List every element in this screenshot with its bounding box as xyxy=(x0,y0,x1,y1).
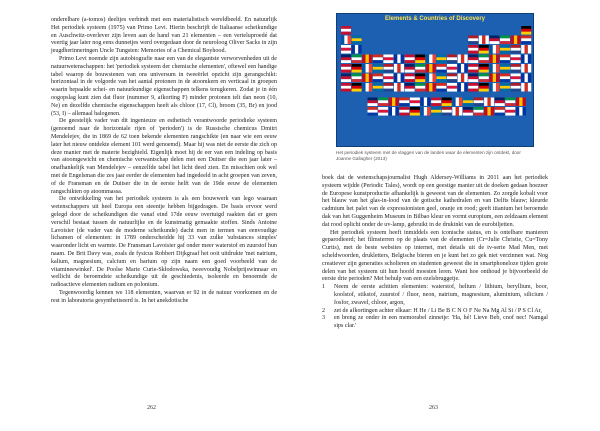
flag-cell xyxy=(479,45,489,54)
flag-cell xyxy=(352,64,362,73)
flag-cell xyxy=(521,64,531,73)
flag-cell xyxy=(426,55,436,64)
flag-cell xyxy=(394,64,404,73)
flag-cell xyxy=(495,98,505,107)
flag-cell xyxy=(489,64,499,73)
flag-cell xyxy=(436,64,446,73)
flag-cell xyxy=(426,64,436,73)
flag-cell xyxy=(362,74,372,83)
paragraph: boek dat de wetenschapsjournalist Hugh Aldersey-Williams in 2011 aan het periodiek systeem wijdde (Periodic Tales), wordt op een geestige manier uit de doeken gedaan hoezeer de Europese kunstproductie afhankelijk is geweest van de elementen. Zo zorgde kobalt voor het blauw van het glas-in-lood van de gotische kathedralen en van Delfts blauw; kleurde cadmium het palet van de expressionisten geel, oranje en rood; geeft titanium het beroemde dak van het Guggenheim Museum in Bilbao kleur en vormt europium, een zeldzaam element dat rood oplicht onder de uv-lamp, gebruikt in de drukinkt van de eurobiljetten. xyxy=(322,175,548,228)
flag-cell xyxy=(410,98,420,107)
flag-cell xyxy=(479,64,489,73)
flag-cell xyxy=(474,107,484,116)
flag-cell xyxy=(474,98,484,107)
flag-cell xyxy=(389,107,399,116)
page-number: 262 xyxy=(147,405,156,411)
paragraph: De geestelijk vader van dit ingenieuze en esthetisch verantwoorde periodieke systeem (genoemd naar de horizontale rijen of 'perioden') is de Russische chemicus Dmitri Mendelejev, die in 1869 de 62 toen bekende elementen rangschikte (en naar wie een eeuw later het nieuw ontdekte element 101 werd genoemd). Maar hij was niet de eerste die zich op deze manier met de materie bezighield. Eigenlijk moet hij de eer van een indeling op basis van atoomgewicht en chemische verwantschap delen met een Duitser die een jaar later – onafhankelijk van Mendelejev – eenzelfde tabel het licht deed zien. En misschien ook wel met de Engelsman die zes jaar eerder de elementen had ingedeeld in acht groepen van zeven, of de Fransman en de Duitser die in de eerste helft van de 19de eeuw de elementen rangschikten op atoommassa. xyxy=(51,118,277,195)
flag-cell xyxy=(415,83,425,92)
flag-cell xyxy=(479,83,489,92)
flag-cell xyxy=(436,55,446,64)
flag-cell xyxy=(405,64,415,73)
flag-cell xyxy=(352,74,362,83)
flag-cell xyxy=(394,83,404,92)
paragraph: Het periodiek systeem heeft inmiddels een iconische status, en is ontelbare manieren geparodieerd; het filmsterren op de plaats van de elementen (Cr=Julie Christie, Cu=Tony Curtis), met de beste websites op internet, met details uit de tv-serie Mad Men, met scheldwoorden, drukletters, Belgische bieren en je kunt het zo gek niet verzinnen wat. Nog creatiever zijn generaties scholieren en studenten geweest die in smartphonelozе tijden grote delen van het systeem uit hun hoofd moesten leren. Want hoe onthoud je bijvoorbeeld de eerste drie perioden? Met behulp van een ezelsbruggetje. xyxy=(322,229,548,283)
flag-cell xyxy=(505,107,515,116)
flag-cell xyxy=(458,55,468,64)
flag-cell xyxy=(378,107,388,116)
flag-cell xyxy=(442,98,452,107)
paragraph: Tegenwoordig kennen we 118 elementen, waarvan er 92 in de natuur voorkomen en de rest in laboratoria gesynthetiseerd is. In het anekdotische xyxy=(51,289,277,304)
flag-cell xyxy=(468,55,478,64)
flag-cell xyxy=(521,55,531,64)
flag-grid xyxy=(337,14,533,146)
flag-cell xyxy=(431,98,441,107)
flag-cell xyxy=(341,64,351,73)
flag-cell xyxy=(489,45,499,54)
flag-cell xyxy=(405,83,415,92)
flag-cell xyxy=(362,83,372,92)
flag-cell xyxy=(373,83,383,92)
flag-cell xyxy=(479,36,489,45)
flag-cell xyxy=(341,36,351,45)
right-text-column xyxy=(322,175,548,331)
flag-cell xyxy=(378,98,388,107)
flag-cell xyxy=(500,55,510,64)
flag-cell xyxy=(436,83,446,92)
flag-cell xyxy=(373,64,383,73)
flag-cell xyxy=(489,55,499,64)
numbered-list xyxy=(322,284,548,331)
flag-cell xyxy=(463,107,473,116)
flag-cell xyxy=(447,55,457,64)
flag-cell xyxy=(484,98,494,107)
flag-cell xyxy=(341,26,351,35)
flag-cell xyxy=(468,74,478,83)
flag-cell xyxy=(399,107,409,116)
flag-cell xyxy=(468,64,478,73)
flag-cell xyxy=(415,74,425,83)
flag-cell xyxy=(447,83,457,92)
flag-cell xyxy=(468,36,478,45)
flag-cell xyxy=(458,64,468,73)
flag-cell xyxy=(458,74,468,83)
flag-cell xyxy=(383,55,393,64)
flag-cell xyxy=(500,74,510,83)
flag-cell xyxy=(511,74,521,83)
flag-cell xyxy=(447,74,457,83)
flag-cell xyxy=(447,64,457,73)
flag-cell xyxy=(479,55,489,64)
flag-cell xyxy=(489,36,499,45)
flag-cell xyxy=(521,83,531,92)
flag-cell xyxy=(352,45,362,54)
flag-cell xyxy=(442,107,452,116)
list-number: 1 xyxy=(322,284,326,291)
flag-cell xyxy=(383,64,393,73)
flag-cell xyxy=(431,107,441,116)
paragraph: De ontwikkeling van het periodiek systeem is als een bouwwerk van lego waaraan wetenschappers uit heel Europa een steentje hebben bijgedragen. De basis ervoor werd gelegd door de scheikundigen die vanaf eind 17de eeuw overtuigd raakten dat er geen verschil bestaat tussen de natuurlijke en de kunstmatig gemaakte stoffen. Sinds Antoine Lavoisier (de vader van de moderne scheikunde) dacht men in termen van eenvoudige lichamen of elementen: in 1789 onderscheidde hij 33 van zulke 'substances simples' waaronder licht en warmte. De Fransman Lavoisier gaf onder meer waterstof en zuurstof hun naam. De Brit Davy was, zoals de fysicus Robbert Dijkgraaf het ooit uitdrukte 'met natrium, kalium, magnesium, calcium en barium op zijn naam een goed voorbeeld van de vitamineewinkel'. De Poolse Marie Curie-Skłodowska, tweevoudig Nobelprijswinnaar en wellicht de beroemdste scheikundige uit de geschiedenis, isoleerde en benoemde de radioactieve elementen radium en polonium. xyxy=(51,196,277,289)
flag-cell xyxy=(511,45,521,54)
right-page xyxy=(300,0,600,431)
figure-title: Elements & Countries of Discovery xyxy=(384,16,486,22)
flag-cell xyxy=(421,107,431,116)
flag-cell xyxy=(500,36,510,45)
flag-cell xyxy=(415,64,425,73)
flag-cell xyxy=(352,36,362,45)
flag-cell xyxy=(463,98,473,107)
flag-cell xyxy=(511,64,521,73)
flag-cell xyxy=(436,74,446,83)
flag-cell xyxy=(352,83,362,92)
flag-cell xyxy=(362,64,372,73)
flag-cell xyxy=(500,64,510,73)
periodic-table-figure xyxy=(336,13,534,147)
flag-cell xyxy=(394,74,404,83)
flag-cell xyxy=(415,55,425,64)
flag-cell xyxy=(489,74,499,83)
flag-cell xyxy=(352,55,362,64)
flag-cell xyxy=(516,107,526,116)
flag-cell xyxy=(421,98,431,107)
flag-cell xyxy=(405,74,415,83)
flag-cell xyxy=(521,45,531,54)
list-text: zet de afkortingen achter elkaar: H He / Li Be B C N O F Ne Na Mg Al Si / P S Cl Ar, xyxy=(334,307,542,314)
flag-cell xyxy=(452,98,462,107)
flag-cell xyxy=(383,74,393,83)
list-number: 2 xyxy=(322,307,326,314)
flag-cell xyxy=(489,83,499,92)
flag-cell xyxy=(341,74,351,83)
flag-cell xyxy=(373,55,383,64)
flag-cell xyxy=(521,36,531,45)
flag-cell xyxy=(468,83,478,92)
flag-cell xyxy=(362,55,372,64)
flag-cell xyxy=(511,55,521,64)
flag-cell xyxy=(399,98,409,107)
flag-cell xyxy=(479,74,489,83)
flag-cell xyxy=(452,107,462,116)
flag-cell xyxy=(521,26,531,35)
flag-cell xyxy=(394,55,404,64)
flag-cell xyxy=(383,83,393,92)
paragraph: Primo Levi noemde zijn autobiografie naar een van de elegantste verworvenheden uit de natuurwetenschappen: het 'periodiek systeem der chemische elementen', oftewel een handige tabel waarop de bouwstenen van ons universum in tweeërlei opzicht zijn gerangschikt: horizontaal in de volgorde van het aantal protonen in de atoomkern en verticaal in groepen waarin bepaalde schei- en natuurkundige eigenschappen telkens terugkeren. Zodat je in één oogopslag kunt zien dat fluor (nummer 9, afkorting F) minder protonen telt dan neon (10, Ne) en dezelfde chemische eigenschappen heeft als chloor (17, Cl), broom (35, Br) en jood (53, I) – allemaal halogenen. xyxy=(51,55,277,117)
flag-cell xyxy=(368,98,378,107)
flag-cell xyxy=(405,55,415,64)
flag-cell xyxy=(500,83,510,92)
flag-cell xyxy=(426,83,436,92)
flag-cell xyxy=(373,74,383,83)
flag-cell xyxy=(368,107,378,116)
flag-cell xyxy=(495,107,505,116)
list-number: 3 xyxy=(322,315,326,322)
flag-cell xyxy=(511,36,521,45)
list-item xyxy=(322,315,548,331)
figure-caption: Het periodiek systeem met de vlaggen van de landen waar de elementen zijn ontdekt, door Joanne Gallagher (2013) xyxy=(336,150,521,161)
flag-cell xyxy=(468,45,478,54)
flag-cell xyxy=(389,98,399,107)
flag-cell xyxy=(410,107,420,116)
flag-cell xyxy=(484,107,494,116)
list-text: Neem de eerste achttien elementen: waterstof, helium / lithium, beryllium, boor, koolstof, stikstof, zuurstof / fluor, neon, natrium, magnesium, aluminium, silicium / fosfor, zwavel, chloor, argon, xyxy=(334,284,548,306)
flag-cell xyxy=(341,83,351,92)
flag-cell xyxy=(511,83,521,92)
list-text: en breng ze onder in een memorabel zinnetje: 'Ha, hé! Lieve Beb, cnof nec! Namgal sips clar.' xyxy=(334,315,548,330)
flag-cell xyxy=(516,98,526,107)
left-text-column xyxy=(51,17,277,305)
flag-cell xyxy=(341,45,351,54)
list-item xyxy=(322,284,548,307)
paragraph: onderelbare (a-tomos) deeltjes verbindt met een materialistisch wereldbeeld. En natuurlijk Het periodiek systeem (1975) van Primo Levi. Hierin beschrijft de Italiaanse scheikundige en Auschwitz-overlever zijn leven aan de hand van 21 elementen – een verteluproedé dat veertig jaar later nog eens dunnetjes werd overgedaan door de neuroloog Oliver Sacks in zijn jeugdherinneringen Uncle Tungsten: Memories of a Chemical Boyhood. xyxy=(51,17,277,55)
flag-cell xyxy=(426,74,436,83)
flag-cell xyxy=(500,45,510,54)
page-number: 263 xyxy=(429,405,438,411)
flag-cell xyxy=(521,74,531,83)
flag-cell xyxy=(505,98,515,107)
flag-cell xyxy=(341,55,351,64)
flag-cell xyxy=(458,83,468,92)
